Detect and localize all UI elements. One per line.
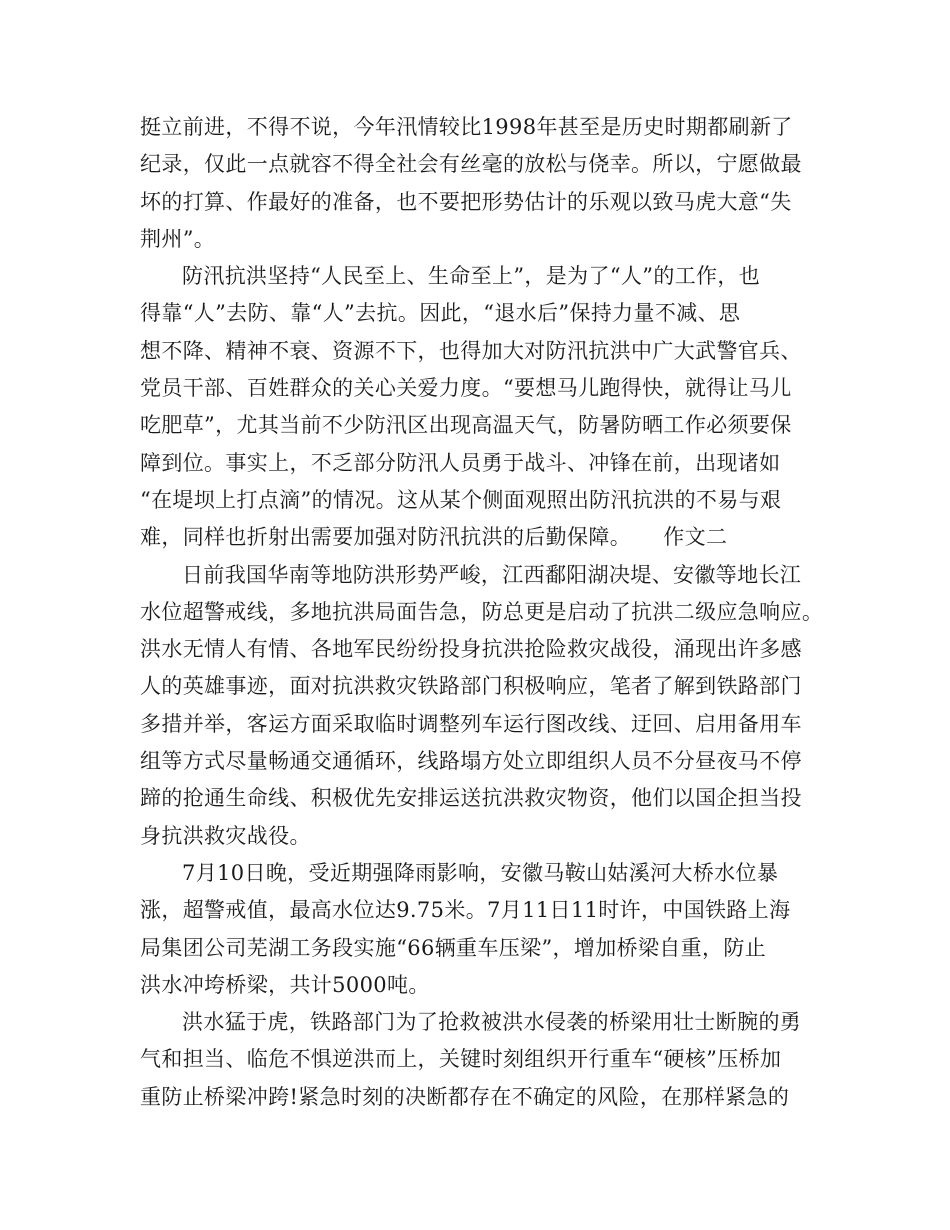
text-line: 难，同样也折射出需要加强对防汛抗洪的后勤保障。 作文二 bbox=[140, 525, 728, 550]
paragraph-4 bbox=[140, 855, 815, 1004]
text-line: 涨，超警戒值，最高水位达9.75米。7月11日11时许，中国铁路上海 bbox=[140, 898, 791, 923]
text-line: 蹄的抢通生命线、积极优先安排运送抗洪救灾物资，他们以国企担当投 bbox=[140, 786, 802, 811]
text-line: 重防止桥梁冲跨!紧急时刻的决断都存在不确定的风险，在那样紧急的 bbox=[140, 1084, 790, 1109]
paragraph-5 bbox=[140, 1004, 815, 1116]
document-body bbox=[140, 109, 824, 1116]
text-line: 洪水猛于虎，铁路部门为了抢救被洪水侵袭的桥梁用壮士断腕的勇 bbox=[182, 1010, 802, 1035]
text-line: 荆州”。 bbox=[140, 226, 216, 251]
text-line: 7月10日晚，受近期强降雨影响，安徽马鞍山姑溪河大桥水位暴 bbox=[182, 860, 779, 885]
text-line: 日前我国华南等地防洪形势严峻，江西鄱阳湖决堤、安徽等地长江 bbox=[182, 562, 802, 587]
paragraph-3 bbox=[140, 557, 824, 855]
text-line: 挺立前进，不得不说，今年汛情较比1998年甚至是历史时期都刷新了 bbox=[140, 115, 793, 139]
text-line: 气和担当、临危不惧逆洪而上，关键时刻组织开行重车“硬核”压桥加 bbox=[140, 1047, 782, 1072]
text-line: 坏的打算、作最好的准备，也不要把形势估计的乐观以致马虎大意“失 bbox=[140, 189, 792, 214]
text-line: 党员干部、百姓群众的关心关爱力度。“要想马儿跑得快，就得让马儿 bbox=[140, 376, 792, 401]
text-line: 洪水无情人有情、各地军民纷纷投身抗洪抢险救灾战役，涌现出许多感 bbox=[140, 637, 802, 662]
text-line: 得靠“人”去防、靠“人”去抗。因此，“退水后”保持力量不减、思 bbox=[140, 301, 741, 326]
paragraph-2 bbox=[140, 258, 815, 556]
text-line: 吃肥草”，尤其当前不少防汛区出现高温天气，防暑防晒工作必须要保 bbox=[140, 413, 792, 438]
text-line: 水位超警戒线，多地抗洪局面告急，防总更是启动了抗洪二级应急响应。 bbox=[140, 599, 824, 624]
text-line: 障到位。事实上，不乏部分防汛人员勇于战斗、冲锋在前，出现诸如 bbox=[140, 450, 781, 475]
text-line: 洪水冲垮桥梁，共计5000吨。 bbox=[140, 972, 430, 997]
text-line: 身抗洪救灾战役。 bbox=[140, 823, 311, 848]
text-line: 想不降、精神不衰、资源不下，也得加大对防汛抗洪中广大武警官兵、 bbox=[140, 338, 802, 363]
text-line: 局集团公司芜湖工务段实施“66辆重车压梁”，增加桥梁自重，防止 bbox=[140, 935, 767, 960]
text-line: “在堤坝上打点滴”的情况。这从某个侧面观照出防汛抗洪的不易与艰 bbox=[140, 487, 782, 512]
text-line: 组等方式尽量畅通交通循环，线路塌方处立即组织人员不分昼夜马不停 bbox=[140, 749, 802, 774]
text-line: 多措并举，客运方面采取临时调整列车运行图改线、迂回、启用备用车 bbox=[140, 711, 802, 736]
text-line: 人的英雄事迹，面对抗洪救灾铁路部门积极响应，笔者了解到铁路部门 bbox=[140, 674, 802, 699]
text-line: 防汛抗洪坚持“人民至上、生命至上”，是为了“人”的工作，也 bbox=[182, 264, 761, 289]
text-line: 纪录，仅此一点就容不得全社会有丝毫的放松与侥幸。所以，宁愿做最 bbox=[140, 152, 802, 177]
paragraph-1 bbox=[140, 109, 815, 258]
